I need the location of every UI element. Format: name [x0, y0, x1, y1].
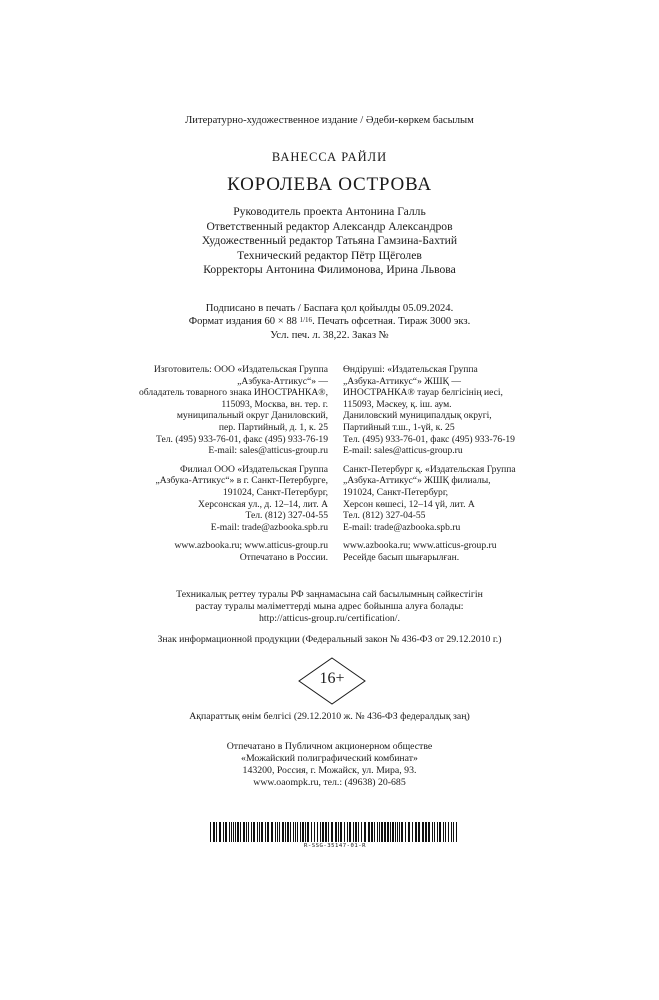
text-line: ИНОСТРАНКА® тауар белгісінің иесі, [343, 387, 503, 399]
credit-line: Ответственный редактор Александр Александров [206, 219, 453, 233]
web-block-kz [343, 540, 558, 563]
branch-block-kz [343, 464, 558, 534]
print-info [0, 302, 659, 342]
text-line: Өндіруші: «Издательская Группа [343, 364, 478, 375]
email-text: E-mail: trade@azbooka.spb.ru [210, 521, 328, 533]
manufacturer-block-kz [343, 364, 558, 457]
credit-line: Технический редактор Пётр Щёголев [237, 248, 422, 262]
branch-block-ru [120, 464, 328, 534]
text-line: Санкт-Петербург қ. «Издательская Группа [343, 463, 516, 475]
text-line: www.oaompk.ru, тел.: (49638) 20-685 [253, 777, 406, 788]
text-line: Херсонская ул., д. 12–14, лит. А [198, 498, 328, 510]
email-text: E-mail: sales@atticus-group.ru [343, 445, 463, 457]
text-line: Отпечатано в Публичном акционерном обществе [226, 741, 433, 752]
info-product-sign-kz: Ақпараттық өнім белгісі (29.12.2010 ж. № 436-ФЗ федералдық заң) [189, 711, 470, 722]
text-line: пер. Партийный, д. 1, к. 25 [218, 421, 328, 433]
text-line: Тел. (812) 327-04-55 [343, 510, 426, 522]
text-line: обладатель товарного знака ИНОСТРАНКА®, [138, 387, 328, 399]
text-line: Изготовитель: ООО «Издательская Группа [153, 364, 328, 375]
manufacturer-block-ru [120, 364, 328, 457]
text-line: Тел. (495) 933-76-01, факс (495) 933-76-19 [156, 433, 328, 445]
credits-block [0, 205, 659, 278]
book-title: КОРОЛЕВА ОСТРОВА [227, 174, 432, 195]
text-line: Тел. (812) 327-04-55 [245, 510, 328, 522]
text-line: Тел. (495) 933-76-01, факс (495) 933-76-19 [343, 433, 515, 445]
text-line: „Азбука-Аттикус“» в г. Санкт-Петербурге, [155, 475, 328, 487]
website-text: www.azbooka.ru; www.atticus-group.ru [343, 540, 497, 552]
text-line: 191024, Санкт-Петербург, [343, 486, 449, 498]
sheets-order: Усл. печ. л. 38,22. Заказ № [270, 329, 389, 341]
credit-line: Художественный редактор Татьяна Гамзина-Бахтий [201, 234, 458, 248]
text-line: „Азбука-Аттикус“» ЖШҚ — [343, 375, 461, 387]
genre-line: Литературно-художественное издание / Әдеби-көркем басылым [185, 115, 474, 126]
text-line: 143200, Россия, г. Можайск, ул. Мира, 93. [242, 765, 417, 776]
publisher-column-ru [120, 364, 328, 571]
text-line: Ресейде басып шығарылған. [343, 551, 460, 563]
text-line: „Азбука-Аттикус“» ЖШҚ филиалы, [343, 475, 491, 487]
text-line: Даниловский муниципалдық округі, [343, 410, 492, 422]
age-rating-label: 16+ [319, 670, 345, 687]
text-line: «Можайский полиграфический комбинат» [241, 753, 418, 764]
certification-url: http://atticus-group.ru/certification/. [259, 613, 400, 624]
text-line: Херсон көшесі, 12–14 үй, лит. А [343, 498, 475, 510]
barcode-icon [210, 822, 460, 842]
text-line: 115093, Москва, вн. тер. г. [221, 398, 328, 410]
text-line: муниципальный округ Даниловский, [176, 410, 328, 422]
publisher-column-kz [343, 364, 558, 571]
email-text: E-mail: sales@atticus-group.ru [208, 445, 328, 457]
text-line: Филиал ООО «Издательская Группа [180, 463, 328, 475]
barcode-label: R-SSG-35147-01-R [304, 843, 366, 849]
text-line: Техникалық реттеу туралы РФ заңнамасына сай басылымның сәйкестігін [176, 589, 483, 600]
website-text: www.azbooka.ru; www.atticus-group.ru [174, 540, 328, 552]
info-product-sign: Знак информационной продукции (Федеральный закон № 436-ФЗ от 29.12.2010 г.) [157, 634, 502, 645]
text-line: 191024, Санкт-Петербург, [222, 486, 328, 498]
text-line: Партийный т.ш., 1-үй, к. 25 [343, 421, 455, 433]
text-line: растау туралы мәліметтерді мына адрес бойынша алуға болады: [195, 601, 464, 612]
age-rating-badge [298, 657, 366, 705]
certification-notice [0, 589, 659, 625]
signed-date: Подписано в печать / Баспаға қол қойылды 05.09.2024. [205, 303, 454, 314]
web-block-ru [120, 540, 328, 563]
text-line: Отпечатано в России. [239, 551, 328, 563]
text-line: 115093, Мәскеу, қ. іш. аум. [343, 398, 452, 410]
credit-line: Корректоры Антонина Филимонова, Ирина Львова [203, 263, 456, 277]
printer-info [0, 741, 659, 789]
author-name: ВАНЕССА РАЙЛИ [271, 150, 388, 164]
credit-line: Руководитель проекта Антонина Галль [233, 205, 426, 218]
format-line: Формат издания 60 × 88 $^{1/16}$. Печать офсетная. Тираж 3000 экз. [188, 316, 471, 328]
text-line: „Азбука-Аттикус“» — [237, 375, 328, 387]
format-fraction: 1/16 [299, 316, 313, 325]
email-text: E-mail: trade@azbooka.spb.ru [343, 521, 461, 533]
